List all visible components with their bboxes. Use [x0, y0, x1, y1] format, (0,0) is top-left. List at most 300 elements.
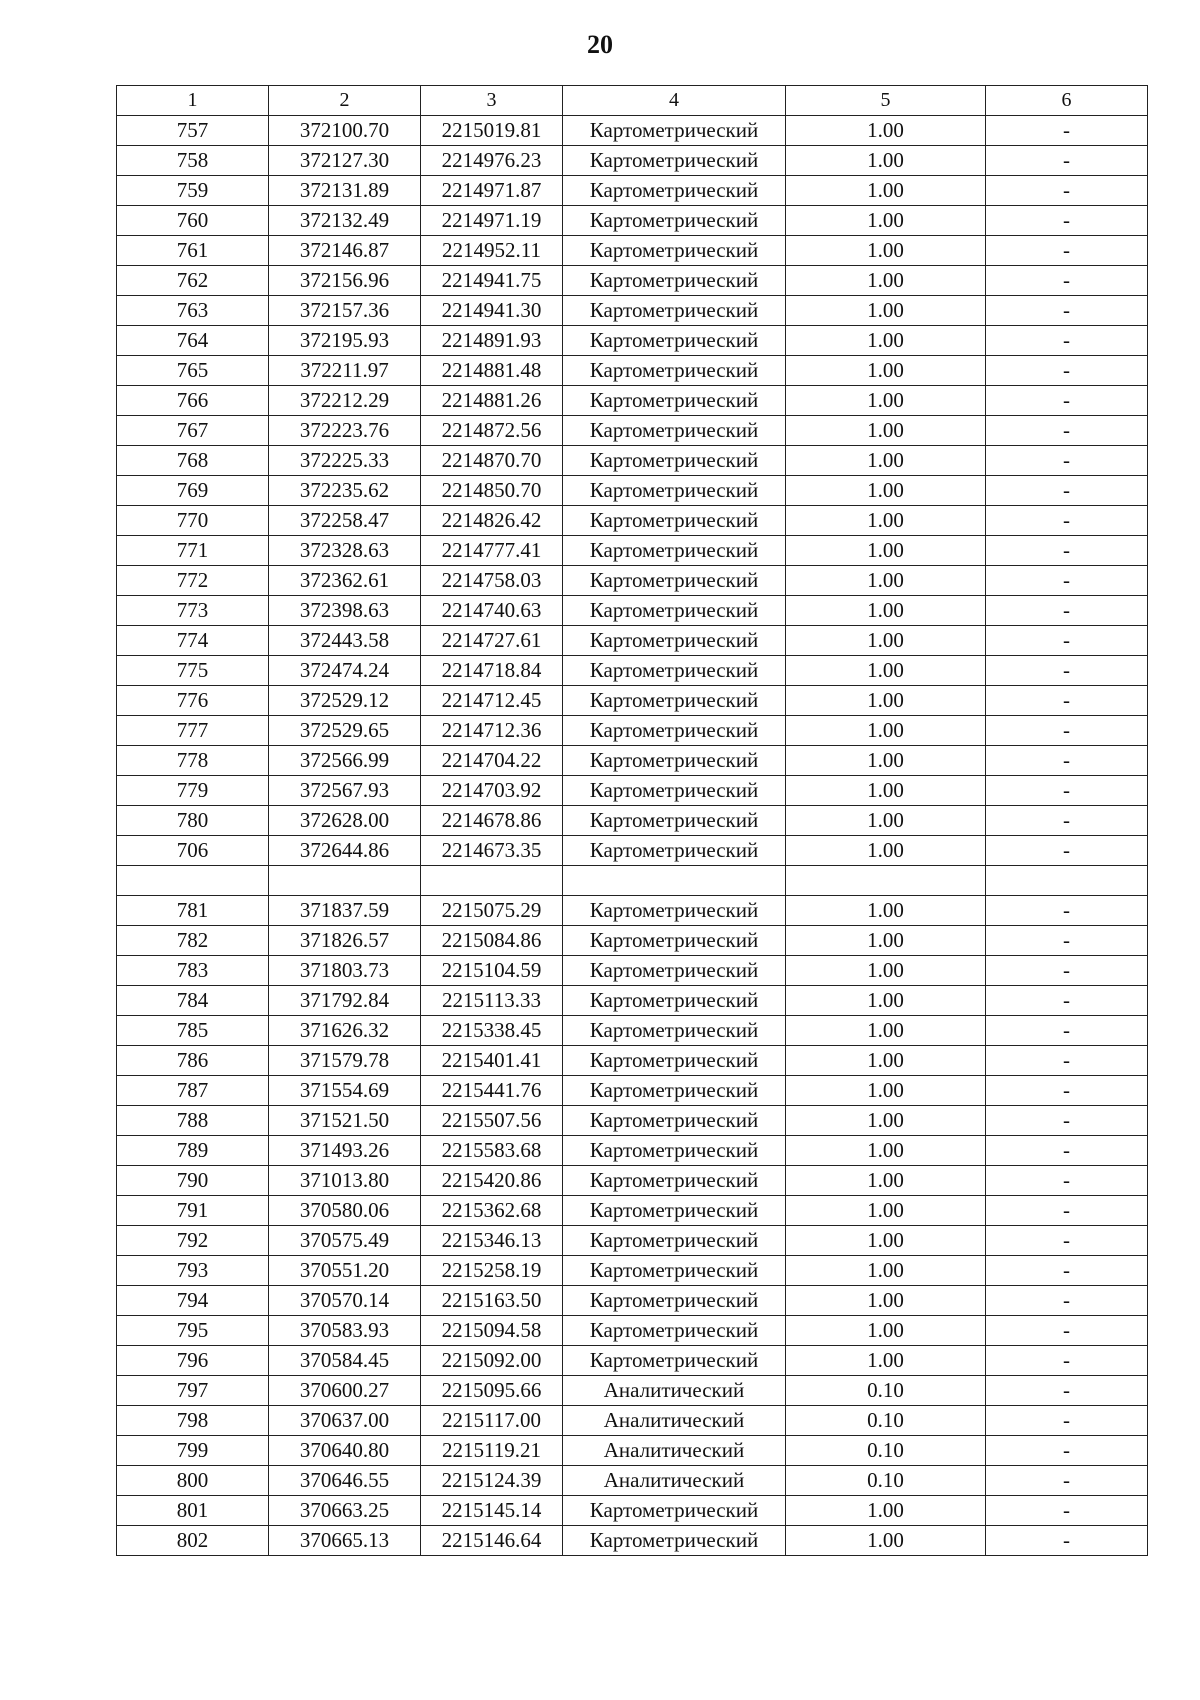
accuracy-cell: 1.00: [786, 956, 986, 986]
y-coordinate-cell: 2214870.70: [421, 446, 563, 476]
method-cell: Картометрический: [563, 626, 786, 656]
description-cell: -: [986, 1106, 1148, 1136]
table-row: [117, 356, 1148, 386]
point-number-cell: 792: [117, 1226, 269, 1256]
method-cell: Картометрический: [563, 446, 786, 476]
table-row: [117, 926, 1148, 956]
table-row: [117, 626, 1148, 656]
description-cell: -: [986, 176, 1148, 206]
table-row: [117, 116, 1148, 146]
accuracy-cell: 0.10: [786, 1406, 986, 1436]
table-row: [117, 896, 1148, 926]
point-number-cell: 800: [117, 1466, 269, 1496]
method-cell: Картометрический: [563, 356, 786, 386]
table-row: [117, 716, 1148, 746]
x-coordinate-cell: 370575.49: [269, 1226, 421, 1256]
y-coordinate-cell: 2215258.19: [421, 1256, 563, 1286]
method-cell: Картометрический: [563, 1346, 786, 1376]
accuracy-cell: 1.00: [786, 1046, 986, 1076]
x-coordinate-cell: 370646.55: [269, 1466, 421, 1496]
point-number-cell: 795: [117, 1316, 269, 1346]
accuracy-cell: 1.00: [786, 626, 986, 656]
method-cell: Картометрический: [563, 566, 786, 596]
point-number-cell: 779: [117, 776, 269, 806]
accuracy-cell: 1.00: [786, 1496, 986, 1526]
x-coordinate-cell: 371521.50: [269, 1106, 421, 1136]
description-cell: -: [986, 656, 1148, 686]
accuracy-cell: 1.00: [786, 1286, 986, 1316]
point-number-cell: [117, 866, 269, 896]
method-cell: Картометрический: [563, 1166, 786, 1196]
x-coordinate-cell: 372443.58: [269, 626, 421, 656]
description-cell: -: [986, 926, 1148, 956]
table-row: [117, 1406, 1148, 1436]
y-coordinate-cell: 2214758.03: [421, 566, 563, 596]
table-row: [117, 176, 1148, 206]
x-coordinate-cell: 371792.84: [269, 986, 421, 1016]
y-coordinate-cell: 2214891.93: [421, 326, 563, 356]
point-number-cell: 772: [117, 566, 269, 596]
method-cell: Картометрический: [563, 176, 786, 206]
table-row: [117, 146, 1148, 176]
y-coordinate-cell: 2214712.36: [421, 716, 563, 746]
description-cell: -: [986, 296, 1148, 326]
point-number-cell: 783: [117, 956, 269, 986]
method-cell: Картометрический: [563, 476, 786, 506]
point-number-cell: 775: [117, 656, 269, 686]
accuracy-cell: 1.00: [786, 566, 986, 596]
x-coordinate-cell: 370665.13: [269, 1526, 421, 1556]
x-coordinate-cell: 372529.12: [269, 686, 421, 716]
y-coordinate-cell: 2215094.58: [421, 1316, 563, 1346]
point-number-cell: 770: [117, 506, 269, 536]
accuracy-cell: 1.00: [786, 416, 986, 446]
table-row: [117, 1166, 1148, 1196]
x-coordinate-cell: 372566.99: [269, 746, 421, 776]
description-cell: -: [986, 446, 1148, 476]
y-coordinate-cell: 2214941.75: [421, 266, 563, 296]
point-number-cell: 790: [117, 1166, 269, 1196]
table-body: [117, 116, 1148, 1556]
accuracy-cell: 1.00: [786, 176, 986, 206]
point-number-cell: 797: [117, 1376, 269, 1406]
point-number-cell: 778: [117, 746, 269, 776]
y-coordinate-cell: 2215092.00: [421, 1346, 563, 1376]
point-number-cell: 764: [117, 326, 269, 356]
method-cell: Картометрический: [563, 506, 786, 536]
method-cell: Картометрический: [563, 926, 786, 956]
accuracy-cell: 0.10: [786, 1376, 986, 1406]
method-cell: Картометрический: [563, 536, 786, 566]
y-coordinate-cell: 2215401.41: [421, 1046, 563, 1076]
table-row: [117, 266, 1148, 296]
y-coordinate-cell: 2214881.48: [421, 356, 563, 386]
x-coordinate-cell: 372223.76: [269, 416, 421, 446]
x-coordinate-cell: 372398.63: [269, 596, 421, 626]
method-cell: Картометрический: [563, 416, 786, 446]
x-coordinate-cell: 370551.20: [269, 1256, 421, 1286]
column-header-4: 4: [563, 86, 786, 116]
method-cell: Картометрический: [563, 1316, 786, 1346]
accuracy-cell: 1.00: [786, 116, 986, 146]
method-cell: Картометрический: [563, 1256, 786, 1286]
accuracy-cell: 1.00: [786, 746, 986, 776]
method-cell: Картометрический: [563, 266, 786, 296]
accuracy-cell: [786, 866, 986, 896]
y-coordinate-cell: 2214826.42: [421, 506, 563, 536]
method-cell: Картометрический: [563, 596, 786, 626]
page-number: 20: [587, 30, 613, 59]
y-coordinate-cell: 2215104.59: [421, 956, 563, 986]
accuracy-cell: 1.00: [786, 476, 986, 506]
point-number-cell: 787: [117, 1076, 269, 1106]
description-cell: -: [986, 566, 1148, 596]
y-coordinate-cell: 2214727.61: [421, 626, 563, 656]
accuracy-cell: 1.00: [786, 656, 986, 686]
method-cell: Картометрический: [563, 386, 786, 416]
y-coordinate-cell: 2214673.35: [421, 836, 563, 866]
point-number-cell: 760: [117, 206, 269, 236]
accuracy-cell: 1.00: [786, 1076, 986, 1106]
method-cell: Картометрический: [563, 146, 786, 176]
description-cell: -: [986, 356, 1148, 386]
y-coordinate-cell: 2214952.11: [421, 236, 563, 266]
accuracy-cell: 1.00: [786, 716, 986, 746]
table-row: [117, 746, 1148, 776]
method-cell: Картометрический: [563, 1526, 786, 1556]
method-cell: Картометрический: [563, 1016, 786, 1046]
x-coordinate-cell: 372235.62: [269, 476, 421, 506]
accuracy-cell: 1.00: [786, 686, 986, 716]
point-number-cell: 759: [117, 176, 269, 206]
x-coordinate-cell: 370637.00: [269, 1406, 421, 1436]
x-coordinate-cell: 370583.93: [269, 1316, 421, 1346]
description-cell: -: [986, 686, 1148, 716]
accuracy-cell: 1.00: [786, 1106, 986, 1136]
y-coordinate-cell: 2215084.86: [421, 926, 563, 956]
point-number-cell: 769: [117, 476, 269, 506]
x-coordinate-cell: 372328.63: [269, 536, 421, 566]
x-coordinate-cell: 370663.25: [269, 1496, 421, 1526]
y-coordinate-cell: 2214740.63: [421, 596, 563, 626]
description-cell: -: [986, 116, 1148, 146]
accuracy-cell: 1.00: [786, 146, 986, 176]
x-coordinate-cell: 372474.24: [269, 656, 421, 686]
table-row: [117, 1046, 1148, 1076]
point-number-cell: 796: [117, 1346, 269, 1376]
y-coordinate-cell: 2215420.86: [421, 1166, 563, 1196]
method-cell: Картометрический: [563, 806, 786, 836]
description-cell: -: [986, 956, 1148, 986]
description-cell: -: [986, 266, 1148, 296]
method-cell: Картометрический: [563, 1106, 786, 1136]
description-cell: -: [986, 1436, 1148, 1466]
table-row: [117, 596, 1148, 626]
y-coordinate-cell: 2214971.19: [421, 206, 563, 236]
table-row: [117, 776, 1148, 806]
x-coordinate-cell: [269, 866, 421, 896]
accuracy-cell: 1.00: [786, 1136, 986, 1166]
table-row: [117, 1286, 1148, 1316]
method-cell: Картометрический: [563, 296, 786, 326]
description-cell: -: [986, 746, 1148, 776]
table-row: [117, 566, 1148, 596]
table-row: [117, 206, 1148, 236]
accuracy-cell: 1.00: [786, 806, 986, 836]
accuracy-cell: 0.10: [786, 1436, 986, 1466]
accuracy-cell: 1.00: [786, 1256, 986, 1286]
table-row: [117, 1106, 1148, 1136]
x-coordinate-cell: 370584.45: [269, 1346, 421, 1376]
header-row: [117, 86, 1148, 116]
description-cell: -: [986, 236, 1148, 266]
description-cell: -: [986, 806, 1148, 836]
description-cell: -: [986, 1166, 1148, 1196]
x-coordinate-cell: 372628.00: [269, 806, 421, 836]
point-number-cell: 799: [117, 1436, 269, 1466]
x-coordinate-cell: 372156.96: [269, 266, 421, 296]
method-cell: Картометрический: [563, 1076, 786, 1106]
method-cell: Аналитический: [563, 1376, 786, 1406]
table-row: [117, 1136, 1148, 1166]
y-coordinate-cell: 2215583.68: [421, 1136, 563, 1166]
point-number-cell: 774: [117, 626, 269, 656]
table-row: [117, 446, 1148, 476]
point-number-cell: 794: [117, 1286, 269, 1316]
point-number-cell: 768: [117, 446, 269, 476]
description-cell: -: [986, 1226, 1148, 1256]
method-cell: Аналитический: [563, 1436, 786, 1466]
table-row: [117, 416, 1148, 446]
table-row: [117, 1466, 1148, 1496]
x-coordinate-cell: 372212.29: [269, 386, 421, 416]
y-coordinate-cell: 2215095.66: [421, 1376, 563, 1406]
accuracy-cell: 1.00: [786, 896, 986, 926]
table-row: [117, 1496, 1148, 1526]
x-coordinate-cell: 370570.14: [269, 1286, 421, 1316]
description-cell: -: [986, 1316, 1148, 1346]
accuracy-cell: 1.00: [786, 1316, 986, 1346]
point-number-cell: 791: [117, 1196, 269, 1226]
method-cell: Картометрический: [563, 1496, 786, 1526]
y-coordinate-cell: 2214704.22: [421, 746, 563, 776]
accuracy-cell: 1.00: [786, 986, 986, 1016]
accuracy-cell: 1.00: [786, 536, 986, 566]
x-coordinate-cell: 371826.57: [269, 926, 421, 956]
y-coordinate-cell: 2215145.14: [421, 1496, 563, 1526]
point-number-cell: 782: [117, 926, 269, 956]
empty-separator-row: [117, 866, 1148, 896]
y-coordinate-cell: 2214850.70: [421, 476, 563, 506]
accuracy-cell: 1.00: [786, 1016, 986, 1046]
description-cell: -: [986, 836, 1148, 866]
accuracy-cell: 1.00: [786, 1196, 986, 1226]
table-row: [117, 1316, 1148, 1346]
y-coordinate-cell: [421, 866, 563, 896]
x-coordinate-cell: 372567.93: [269, 776, 421, 806]
point-number-cell: 789: [117, 1136, 269, 1166]
y-coordinate-cell: 2215338.45: [421, 1016, 563, 1046]
accuracy-cell: 1.00: [786, 836, 986, 866]
y-coordinate-cell: 2214881.26: [421, 386, 563, 416]
point-number-cell: 773: [117, 596, 269, 626]
method-cell: Картометрический: [563, 1196, 786, 1226]
x-coordinate-cell: 372644.86: [269, 836, 421, 866]
method-cell: Картометрический: [563, 896, 786, 926]
point-number-cell: 784: [117, 986, 269, 1016]
point-number-cell: 765: [117, 356, 269, 386]
x-coordinate-cell: 372131.89: [269, 176, 421, 206]
method-cell: Аналитический: [563, 1406, 786, 1436]
point-number-cell: 757: [117, 116, 269, 146]
x-coordinate-cell: 372258.47: [269, 506, 421, 536]
y-coordinate-cell: 2215146.64: [421, 1526, 563, 1556]
method-cell: Картометрический: [563, 746, 786, 776]
y-coordinate-cell: 2215113.33: [421, 986, 563, 1016]
description-cell: -: [986, 1076, 1148, 1106]
point-number-cell: 767: [117, 416, 269, 446]
point-number-cell: 793: [117, 1256, 269, 1286]
x-coordinate-cell: 372195.93: [269, 326, 421, 356]
description-cell: [986, 866, 1148, 896]
accuracy-cell: 1.00: [786, 926, 986, 956]
table-row: [117, 476, 1148, 506]
point-number-cell: 771: [117, 536, 269, 566]
y-coordinate-cell: 2214971.87: [421, 176, 563, 206]
x-coordinate-cell: 372529.65: [269, 716, 421, 746]
point-number-cell: 802: [117, 1526, 269, 1556]
method-cell: Аналитический: [563, 1466, 786, 1496]
method-cell: Картометрический: [563, 986, 786, 1016]
table-row: [117, 386, 1148, 416]
column-header-3: 3: [421, 86, 563, 116]
y-coordinate-cell: 2214976.23: [421, 146, 563, 176]
method-cell: Картометрический: [563, 716, 786, 746]
point-number-cell: 798: [117, 1406, 269, 1436]
x-coordinate-cell: 371837.59: [269, 896, 421, 926]
y-coordinate-cell: 2215163.50: [421, 1286, 563, 1316]
description-cell: -: [986, 1046, 1148, 1076]
point-number-cell: 762: [117, 266, 269, 296]
table-row: [117, 956, 1148, 986]
accuracy-cell: 1.00: [786, 296, 986, 326]
accuracy-cell: 1.00: [786, 596, 986, 626]
description-cell: -: [986, 896, 1148, 926]
x-coordinate-cell: 372100.70: [269, 116, 421, 146]
point-number-cell: 780: [117, 806, 269, 836]
point-number-cell: 801: [117, 1496, 269, 1526]
table-row: [117, 1256, 1148, 1286]
description-cell: -: [986, 1136, 1148, 1166]
method-cell: Картометрический: [563, 656, 786, 686]
y-coordinate-cell: 2215119.21: [421, 1436, 563, 1466]
x-coordinate-cell: 372132.49: [269, 206, 421, 236]
column-header-1: 1: [117, 86, 269, 116]
description-cell: -: [986, 1016, 1148, 1046]
point-number-cell: 777: [117, 716, 269, 746]
description-cell: -: [986, 1256, 1148, 1286]
description-cell: -: [986, 206, 1148, 236]
method-cell: Картометрический: [563, 236, 786, 266]
accuracy-cell: 1.00: [786, 326, 986, 356]
method-cell: Картометрический: [563, 1046, 786, 1076]
point-number-cell: 776: [117, 686, 269, 716]
x-coordinate-cell: 371626.32: [269, 1016, 421, 1046]
method-cell: Картометрический: [563, 1226, 786, 1256]
accuracy-cell: 1.00: [786, 1526, 986, 1556]
coordinates-table: [116, 85, 1148, 1556]
table-row: [117, 1196, 1148, 1226]
table-row: [117, 1346, 1148, 1376]
description-cell: -: [986, 1496, 1148, 1526]
y-coordinate-cell: 2214678.86: [421, 806, 563, 836]
accuracy-cell: 0.10: [786, 1466, 986, 1496]
table-row: [117, 326, 1148, 356]
table-row: [117, 656, 1148, 686]
x-coordinate-cell: 372127.30: [269, 146, 421, 176]
point-number-cell: 706: [117, 836, 269, 866]
x-coordinate-cell: 371579.78: [269, 1046, 421, 1076]
y-coordinate-cell: 2214712.45: [421, 686, 563, 716]
table-row: [117, 236, 1148, 266]
description-cell: -: [986, 416, 1148, 446]
description-cell: -: [986, 1376, 1148, 1406]
point-number-cell: 763: [117, 296, 269, 326]
description-cell: -: [986, 596, 1148, 626]
point-number-cell: 786: [117, 1046, 269, 1076]
y-coordinate-cell: 2215346.13: [421, 1226, 563, 1256]
x-coordinate-cell: 370600.27: [269, 1376, 421, 1406]
description-cell: -: [986, 1346, 1148, 1376]
table-row: [117, 1226, 1148, 1256]
description-cell: -: [986, 776, 1148, 806]
x-coordinate-cell: 371493.26: [269, 1136, 421, 1166]
accuracy-cell: 1.00: [786, 206, 986, 236]
point-number-cell: 758: [117, 146, 269, 176]
x-coordinate-cell: 371803.73: [269, 956, 421, 986]
description-cell: -: [986, 386, 1148, 416]
x-coordinate-cell: 370640.80: [269, 1436, 421, 1466]
accuracy-cell: 1.00: [786, 1166, 986, 1196]
accuracy-cell: 1.00: [786, 386, 986, 416]
y-coordinate-cell: 2215507.56: [421, 1106, 563, 1136]
description-cell: -: [986, 146, 1148, 176]
y-coordinate-cell: 2214777.41: [421, 536, 563, 566]
y-coordinate-cell: 2215124.39: [421, 1466, 563, 1496]
column-header-5: 5: [786, 86, 986, 116]
accuracy-cell: 1.00: [786, 446, 986, 476]
x-coordinate-cell: 372211.97: [269, 356, 421, 386]
y-coordinate-cell: 2215019.81: [421, 116, 563, 146]
table-row: [117, 1076, 1148, 1106]
x-coordinate-cell: 372146.87: [269, 236, 421, 266]
description-cell: -: [986, 476, 1148, 506]
x-coordinate-cell: 372362.61: [269, 566, 421, 596]
y-coordinate-cell: 2215075.29: [421, 896, 563, 926]
accuracy-cell: 1.00: [786, 1226, 986, 1256]
point-number-cell: 761: [117, 236, 269, 266]
method-cell: Картометрический: [563, 116, 786, 146]
column-header-6: 6: [986, 86, 1148, 116]
method-cell: Картометрический: [563, 206, 786, 236]
method-cell: Картометрический: [563, 326, 786, 356]
x-coordinate-cell: 372157.36: [269, 296, 421, 326]
accuracy-cell: 1.00: [786, 266, 986, 296]
y-coordinate-cell: 2214872.56: [421, 416, 563, 446]
accuracy-cell: 1.00: [786, 506, 986, 536]
description-cell: -: [986, 626, 1148, 656]
table-header: [117, 86, 1148, 116]
